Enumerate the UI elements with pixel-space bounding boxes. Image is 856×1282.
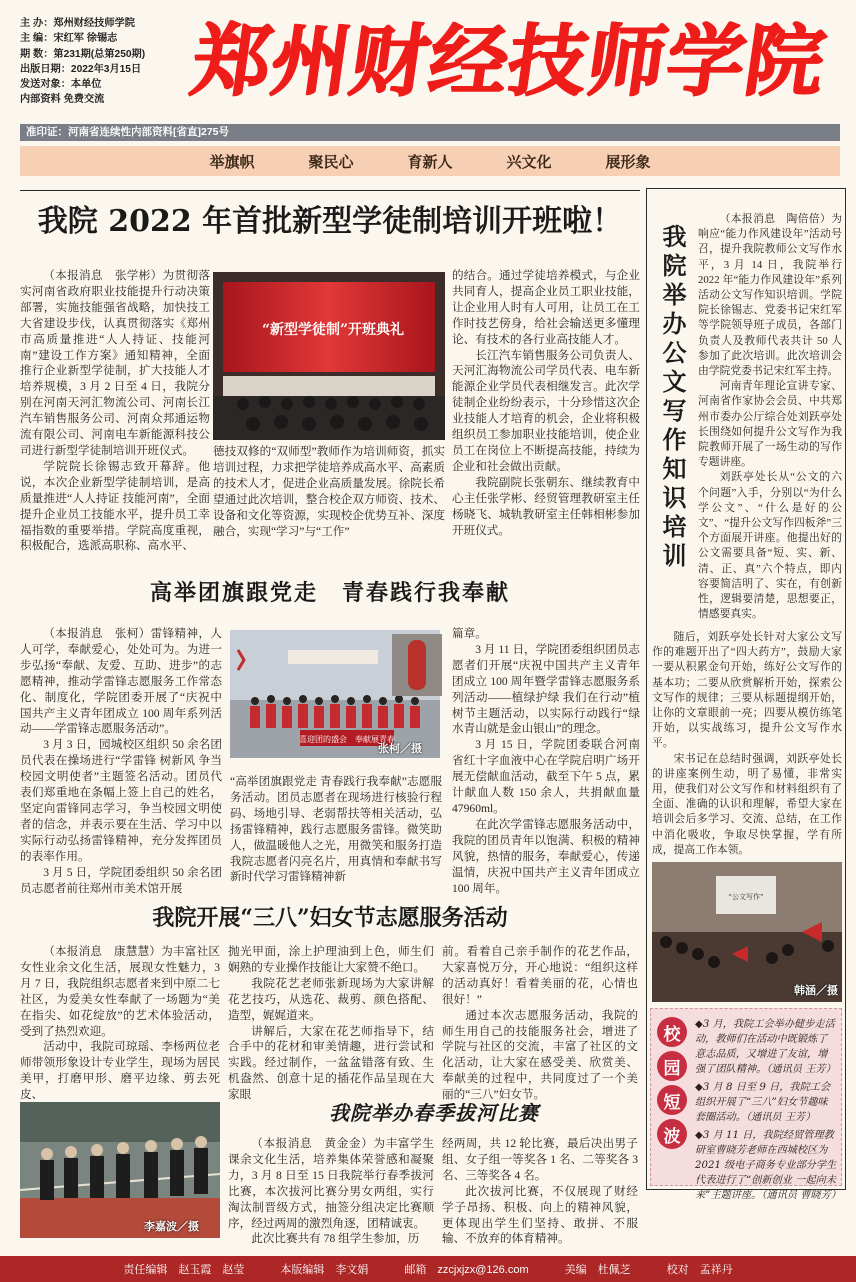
campus-news-list (695, 1017, 841, 1206)
article2-headline: 高举团旗跟党走 青春践行我奉献 (149, 580, 510, 606)
page-editor: 本版编辑 李文娟 (280, 1264, 369, 1276)
paragraph: “高举团旗跟党走 青春践行我奉献”志愿服务活动。团员志愿者在现场进行核验行程码、场地引导、老弱帮扶等相关活动，弘扬雷锋精神，践行志愿服务雷锋。微笑助人，做温暖他人之光，用微笑和服务打造我院志愿者闪亮名片，用真情和奉献书写新时代学习雷锋精神新 (230, 775, 442, 884)
paragraph: 德技双修的“双师型”教师作为培训师资，抓实培训过程，力求把学徒培养成高水平、高素质的技术人才，促进企业高质量发展。徐院长希望通过此次培训，整合校企双方师资、技术、设备和文化等资源，实现校企优势互补、深度融合，实现“学习”与“工作” (213, 445, 445, 538)
audience-line: 发送对象：本单位 (20, 79, 102, 91)
paragraph: 我院副院长张朝东、继续教育中心主任张学彬、经贸管理教研室主任杨晓飞、城轨教研室主任韩相彬参加开班仪式。 (452, 475, 640, 537)
campus-badge: 短 (657, 1085, 687, 1115)
motto-item: 举旗帜 (209, 152, 255, 171)
paragraph: 长江汽车销售服务公司负责人、天河汇海物流公司学员代表、电车新能源企业学员代表相继发言。此次学徒制企业纷纷表示，十分珍惜这次企业技能人才培育的机会，企业将积极组织员工参加职业技能培训，使企业员工在岗位上不断提高技能，持续为企业和社会做出贡献。 (452, 348, 640, 473)
date-line: 出版日期：2022年3月15日 (20, 63, 142, 75)
paragraph: （本报消息 陶倍倍）为响应“能力作风建设年”活动号召，提升我院教师公文写作水平，3 月 14 日，我院举行 2022 年“能力作风建设年”系列活动公文写作知识培训。学院院长徐锡志、党委书记宋红军等学院领导班子成员，各部门负责人及教师代表共计 50 人参加了此次培训。此次培训会由学院党委书记宋红军主持。 (698, 213, 842, 378)
paragraph: 讲解后，大家在花艺师指导下，结合手中的花材和审美情趣，进行尝试和实践。经过制作，一盆盆错落有致、生机盎然、创意十足的插花作品呈现在大家眼 (228, 1024, 434, 1102)
paragraph: 通过本次志愿服务活动，我院的师生用自己的技能服务社会，增进了学院与社区的交流，丰富了社区的文化活动，让大家在感受美、欣赏美、奉献美的过程中，共同度过了一个美丽的“三八”妇女节。 (442, 1008, 638, 1102)
paragraph: （本报消息 张学彬）为贯彻落实河南省政府职业技能提升行动决策部署，实施技能强省战略，加快技工大省建设步伐，认真贯彻落实《郑州市高质量推进“人人持证、技能河南”建设工作方案》通知精神，全面推行企业新型学徒制，扩大技能人才培养规模，3 月 2 日至 4 日，我院分别在河南天河汇物流公司、河南长江汽车销售服务公司、河南众邦通运物流有限公司、河南电车新能源科技公司进行新型学徒制培训开班仪式。 (20, 269, 210, 457)
paragraph: 抛光甲面，涂上护理油到上色，师生们娴熟的专业操作技能让大家赞不绝口。 (228, 945, 434, 974)
motto-item: 育新人 (407, 152, 453, 171)
article4-column1 (228, 1136, 434, 1248)
paragraph: 的结合。通过学徒培养模式，与企业共同育人，提高企业员工职业技能，让企业用人时有人可用，让员工在工作时技艺傍身，给社会输送更多懂理论、有技术的各行业高技能人才。 (452, 269, 640, 346)
paragraph: 在此次学雷锋志愿服务活动中，我院的团员青年以饱满、积极的精神风貌，热情的服务，奉献爱心，传递温情，庆祝中国共产主义青年团成立 100 周年。 (452, 817, 640, 895)
paragraph: 经两周，共 12 轮比赛，最后决出男子组、女子组一等奖各 1 名、二等奖各 3 名、三等奖各 4 名。 (442, 1137, 638, 1182)
paragraph: 我院花艺老师张新现场为大家讲解花艺技巧，从选花、裁剪、颜色搭配、造型，娓娓道来。 (228, 976, 434, 1022)
article2-column2 (230, 774, 442, 892)
article3-column2 (228, 944, 434, 1102)
article1-headline: 我院 2022 年首批新型学徒制培训开班啦！ (37, 204, 623, 239)
paragraph: 3 月 5 日，学院团委组织 50 余名团员志愿者前往郑州市美术馆开展 (20, 865, 222, 895)
campus-news-item: ◆3 月，我院工会举办健步走活动，教师们在活动中既锻炼了意志品质，又增进了友谊，增强了团队精神。（通讯员 王芳） (695, 1019, 836, 1075)
motto-item: 展形象 (605, 152, 651, 171)
responsible-editor: 责任编辑 赵玉霞 赵莹 (123, 1264, 245, 1276)
photo-credit: 韩涵／摄 (794, 985, 838, 997)
paragraph: 此次比赛共有 78 组学生参加，历 (251, 1232, 420, 1246)
article2-photo-small (392, 634, 442, 696)
editor-line: 主 编：宋红军 徐锡志 (20, 33, 118, 45)
banner-text: “新型学徒制”开班典礼 (261, 322, 405, 338)
screen-text: “公文写作” (728, 893, 764, 901)
campus-badge: 园 (657, 1051, 687, 1081)
ceremony-photo (213, 272, 445, 440)
sidebar-photo (652, 862, 842, 1002)
campus-news-item: ◆3 月 11 日，我院经贸管理教研室曹晓芳老师在西城校区为 2021 级电子商务专业部分学生代表进行了“创新创业 一起向未来”主题讲座。（通讯员 曹晓芳） (695, 1130, 841, 1201)
proofreader: 校对 孟祥丹 (666, 1264, 733, 1276)
paragraph: 3 月 15 日，学院团委联合河南省红十字血液中心在学院启明广场开展无偿献血活动，截至下午 5 点，累计献血人数 150 余人，共捐献血量 47960ml。 (452, 738, 640, 815)
paragraph: 3 月 3 日，园城校区组织 50 余名团员代表在操场进行“学雷锋 树新风 争当校园文明使者”主题签名活动。团员代表们郑重地在条幅上签上自己的姓名，坚定向雷锋同志学习，争当校园文明使者的信念，并表示要在生活、学习中以实际行动弘扬雷锋精神，充分发挥团员的表率作用。 (20, 738, 222, 863)
photo-credit: 张柯／摄 (378, 743, 422, 755)
campus-badge: 校 (657, 1017, 687, 1047)
paragraph: （本报消息 黄金金）为丰富学生课余文化生活，培养集体荣誉感和凝聚力，3 月 8 日至 15 日我院举行春季拔河比赛，本次拔河比赛分男女两组，实行淘汰制晋级方式，抽签分组决定比赛顺序，经过两周的激烈角逐，团精诚衷。 (228, 1137, 434, 1230)
sidebar-headline: 我院举办公文写作知识培训 (658, 224, 687, 572)
paragraph: 前。看着自己亲手制作的花艺作品，大家喜悦万分，开心地说：“组织这样的活动真好！看着美丽的花，心情也很好！” (442, 945, 638, 1006)
motto-item: 兴文化 (506, 152, 552, 171)
article2-column1 (20, 626, 222, 895)
distribution-line: 内部资料 免费交流 (20, 94, 105, 106)
article2-column3 (452, 626, 640, 895)
banner-text: 喜迎团的盛会 奉献展青春 (299, 735, 395, 744)
publication-info (20, 16, 200, 108)
sidebar-column-top (698, 212, 842, 628)
photo-credit: 李嘉波／摄 (144, 1221, 199, 1233)
paragraph: （本报消息 康慧慧）为丰富社区女性业余文化生活，展现女性魅力，3 月 7 日，我院组织志愿者来到中原二七社区，为爱美女性奉献了一场题为“美在指尖、如花绽放”的艺术体验活动，受到了热烈欢迎。 (20, 945, 220, 1038)
article3-column3 (442, 944, 638, 1102)
article4-photo (20, 1102, 220, 1238)
paragraph: （本报消息 张柯）雷锋精神，人人可学，奉献爱心，处处可为。为进一步弘扬“奉献、友爱、互助、进步”的志愿精神，推动学雷锋志愿服务工作常态化、制度化，学院团委开展了“庆祝中国共产主义青年团成立 100 周年系列活动——学雷锋志愿服务活动”。 (20, 627, 222, 736)
contact-email[interactable]: 邮箱 zzcjxjzx@126.com (404, 1264, 529, 1276)
paragraph: 3 月 11 日，学院团委组织团员志愿者们开展“庆祝中国共产主义青年团成立 100 周年暨学雷锋志愿服务系列活动——植绿护绿 我们在行动”植树节主题活动，以实际行动践行“绿水青山就是金山银山”的理念。 (452, 642, 640, 736)
article1-photo (213, 272, 445, 440)
paragraph: 随后，刘跃亭处长针对大家公文写作的难题开出了“四大药方”，鼓励大家一要从积累金句开始，练好公文写作的基本功；二要从欣赏解析开始，探索公文写作的规律；三要从标题提纲开始，让你的文章眼前一亮；四要从模仿练笔开始，以实战练习，提升公文写作水平。 (652, 631, 842, 750)
paragraph: 篇章。 (452, 627, 487, 640)
publisher-line: 主 办：郑州财经技师学院 (20, 18, 135, 29)
editor-footer (0, 1256, 856, 1282)
campus-badge: 波 (657, 1119, 687, 1149)
paragraph: 刘跃亭处长从“公文的六个问题”入手，分别以“为什么学公文”、“什么是好的公文”、“提升公文写作四板斧”三个方面展开讲座。他提出好的公文需要具备“短、实、新、清、正、真”六个特点，即内容要简洁明了、实在，有创新性，逻辑要清楚，思想要正，情感要真实。 (698, 471, 842, 621)
divider (20, 190, 640, 191)
approval-number: 准印证：河南省连续性内部资料[省直]275号 (20, 124, 840, 141)
campus-news-box (650, 1008, 842, 1201)
paragraph: 活动中，我院司琼瑶、李杨两位老师带领形象设计专业学生，现场为居民美甲，打磨甲形、磨平边缘、剪去死皮、 (20, 1040, 220, 1102)
motto-item: 聚民心 (308, 152, 354, 171)
article3-headline: 我院开展“三八”妇女节志愿服务活动 (152, 905, 508, 931)
issue-line: 期 数：第231期(总第250期) (20, 48, 146, 60)
article1-column3 (452, 268, 640, 594)
campus-news-item: ◆3 月 8 日至 9 日，我院工会组织开展了“三八”妇女节趣味套圈活动。（通讯员 王芳） (695, 1082, 831, 1123)
motto-bar (20, 146, 840, 176)
masthead-title: 郑州财经技师学院 (185, 16, 831, 107)
article3-column1 (20, 944, 220, 1102)
paragraph: 河南青年理论宣讲专家、河南省作家协会会员、中共郑州市委办公厅综合处刘跃亭处长围绕如何提升公文写作为我院教师开展了一场生动的写作专题讲座。 (698, 380, 842, 469)
article1-column1 (20, 268, 210, 588)
art-editor: 美编 杜佩芝 (564, 1264, 631, 1276)
training-session-photo (652, 862, 842, 1002)
tree-planting-photo (392, 634, 442, 696)
article4-headline: 我院举办春季拔河比赛 (329, 1101, 539, 1125)
article1-column2 (213, 444, 445, 594)
paragraph: 此次拔河比赛，不仅展现了财经学子昂扬、积极、向上的精神风貌，更体现出学生们坚持、敢拼、不服输、不放弃的体育精神。 (442, 1184, 638, 1246)
paragraph: 学院院长徐锡志致开幕辞。他说，本次企业新型学徒制培训，是高质量推进“人人持证 技能河南”，全面提升企业员工技能水平，提升员工幸福指数的重要举措。学院高度重视，积极配合，选派高职称、高水平、 (20, 459, 210, 553)
sidebar-column-bottom (652, 630, 842, 856)
paragraph: 宋书记在总结时强调，刘跃亭处长的讲座案例生动，明了易懂，非常实用，使我们对公文写作和材料组织有了全面、准确的认识和理解，希望大家在培训会后多学习、交流、总结，在工作中消化吸收，争取尽快掌握，学有所成，提高工作本领。 (652, 752, 842, 856)
article4-column2 (442, 1136, 638, 1248)
